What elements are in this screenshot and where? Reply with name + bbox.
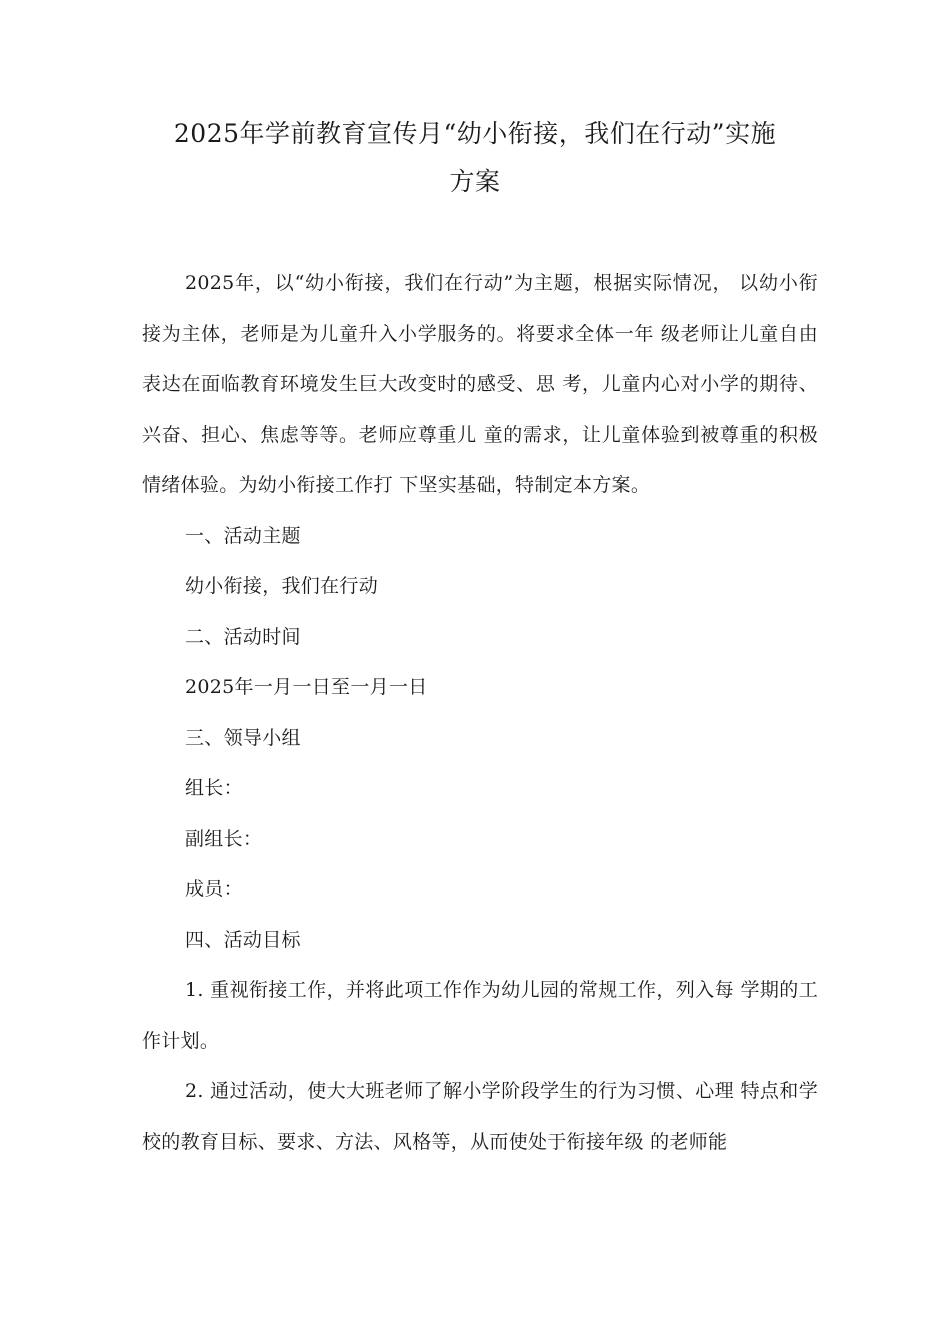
members-line: 成员：: [185, 878, 243, 900]
leader-line: 组长：: [185, 777, 243, 799]
section-heading-goals: 四、活动目标: [185, 928, 301, 951]
deputy-leader-line: 副组长：: [185, 827, 263, 850]
goal-item-2: 2. 通过活动，使大大班老师了解小学阶段学生的行为习惯、心理 特点和学校的教育目标、要求、方法、风格等，从而使处于衔接年级 的老师能: [142, 1080, 818, 1153]
document-title: [120, 110, 830, 206]
section-heading-time: 二、活动时间: [185, 625, 301, 648]
section-heading-theme: 一、活动主题: [185, 524, 301, 547]
intro-paragraph: 2025年，以“幼小衔接，我们在行动”为主题，根据实际情况， 以幼小衔接为主体，老师是为儿童升入小学服务的。将要求全体一年 级老师让儿童自由表达在面临教育环境发生巨大改变时的感受、思 考，儿童内心对小学的期待、兴奋、担心、焦虑等等。老师应尊重儿 童的需求，让儿童体验到被尊重的积极情绪体验。为幼小衔接工作打 下坚实基础，特制定本方案。: [142, 272, 818, 496]
theme-text: 幼小衔接，我们在行动: [185, 575, 379, 597]
title-line-1: 2025年学前教育宣传月“幼小衔接，我们在行动”实施: [173, 119, 777, 148]
document-body: [142, 258, 818, 1167]
goal-item-1: 1. 重视衔接工作，并将此项工作作为幼儿园的常规工作，列入每 学期的工作计划。: [142, 979, 818, 1052]
title-line-2: 方案: [449, 167, 501, 196]
time-text: 2025年一月一日至一月一日: [185, 676, 428, 698]
section-heading-leadership: 三、领导小组: [185, 726, 301, 749]
